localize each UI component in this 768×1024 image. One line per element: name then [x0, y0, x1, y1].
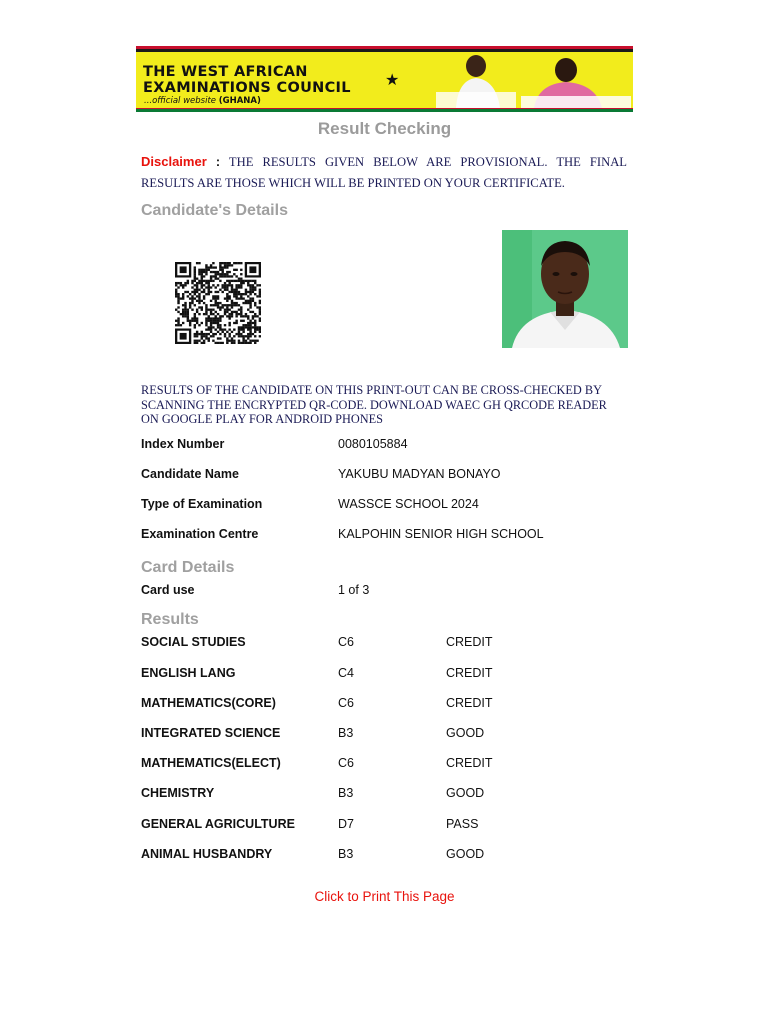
result-row: [136, 817, 633, 847]
result-row: [136, 666, 633, 696]
candidate-details-heading: Candidate's Details: [141, 202, 288, 219]
page-title: Result Checking: [317, 119, 452, 138]
subject-grade: B3: [338, 726, 354, 740]
subject-grade: C6: [338, 756, 354, 771]
field-label: Candidate Name: [141, 466, 239, 481]
candidate-field-row: [136, 467, 633, 497]
subject-name: MATHEMATICS(CORE): [141, 695, 276, 710]
subject-grade: C6: [338, 695, 354, 710]
result-row: [136, 756, 633, 786]
candidate-field-row: [136, 527, 633, 557]
banner-subtitle-prefix: ...official website: [144, 96, 217, 106]
qr-verification-note: RESULTS OF THE CANDIDATE ON THIS PRINT-OUT CAN BE CROSS-CHECKED BY SCANNING THE ENCRYPTED QR-CODE. DOWNLOAD WAEC GH QRCODE READER ON GOOGLE PLAY FOR ANDROID PHONES: [141, 383, 607, 426]
candidate-photo: [502, 230, 628, 348]
result-row: [136, 635, 633, 665]
waec-banner: [136, 46, 633, 112]
subject-remark: CREDIT: [446, 635, 493, 650]
subject-remark: CREDIT: [446, 756, 493, 771]
candidate-fields: [136, 437, 633, 558]
print-page-link[interactable]: Click to Print This Page: [314, 888, 455, 904]
banner-subtitle-country: (GHANA): [218, 96, 261, 106]
subject-remark: CREDIT: [446, 695, 493, 710]
card-use-label: Card use: [141, 583, 195, 598]
result-row: [136, 696, 633, 726]
subject-grade: B3: [338, 786, 354, 801]
banner-title-line2: EXAMINATIONS COUNCIL: [143, 80, 351, 96]
disclaimer: [141, 151, 627, 194]
card-use-value: 1 of 3: [338, 583, 370, 598]
field-value: WASSCE SCHOOL 2024: [338, 496, 479, 511]
disclaimer-label: Disclaimer: [141, 154, 207, 169]
field-value: 0080105884: [338, 436, 408, 451]
field-value: YAKUBU MADYAN BONAYO: [338, 466, 501, 481]
result-row: [136, 726, 633, 756]
subject-grade: D7: [338, 816, 354, 831]
subject-name: ENGLISH LANG: [141, 665, 236, 680]
candidate-field-row: [136, 437, 633, 467]
subject-name: MATHEMATICS(ELECT): [141, 756, 281, 771]
field-label: Index Number: [141, 436, 225, 451]
subject-name: GENERAL AGRICULTURE: [141, 816, 295, 831]
subject-grade: C6: [338, 635, 354, 650]
banner-bottom-stripe: [136, 109, 633, 112]
results-heading: Results: [141, 611, 199, 629]
results-table: [136, 635, 633, 877]
candidate-media: [136, 220, 633, 380]
subject-remark: GOOD: [446, 726, 485, 740]
result-row: [136, 786, 633, 816]
subject-grade: B3: [338, 846, 354, 861]
banner-subtitle: [144, 96, 261, 106]
qr-code-icon: [175, 262, 261, 344]
subject-grade: C4: [338, 665, 354, 680]
disclaimer-text: THE RESULTS GIVEN BELOW ARE PROVISIONAL. THE FINAL RESULTS ARE THOSE WHICH WILL BE PRINTED ON YOUR CERTIFICATE.: [141, 155, 627, 190]
disclaimer-separator: :: [215, 155, 221, 169]
field-label: Type of Examination: [141, 496, 263, 511]
field-value: KALPOHIN SENIOR HIGH SCHOOL: [338, 527, 544, 542]
banner-title-line1: THE WEST AFRICAN: [143, 64, 308, 80]
result-sheet: [136, 46, 633, 904]
students-illustration: [416, 52, 633, 108]
subject-name: ANIMAL HUSBANDRY: [141, 846, 273, 861]
result-row: [136, 847, 633, 877]
subject-name: SOCIAL STUDIES: [141, 635, 246, 650]
subject-remark: GOOD: [446, 846, 485, 861]
card-details-heading: Card Details: [141, 559, 235, 577]
subject-remark: PASS: [446, 816, 479, 831]
candidate-field-row: [136, 497, 633, 527]
subject-name: INTEGRATED SCIENCE: [141, 726, 281, 740]
subject-remark: CREDIT: [446, 665, 493, 680]
subject-remark: GOOD: [446, 786, 485, 801]
star-icon: ★: [385, 72, 400, 89]
field-label: Examination Centre: [141, 527, 259, 542]
subject-name: CHEMISTRY: [141, 786, 215, 801]
card-use-row: [136, 583, 633, 613]
